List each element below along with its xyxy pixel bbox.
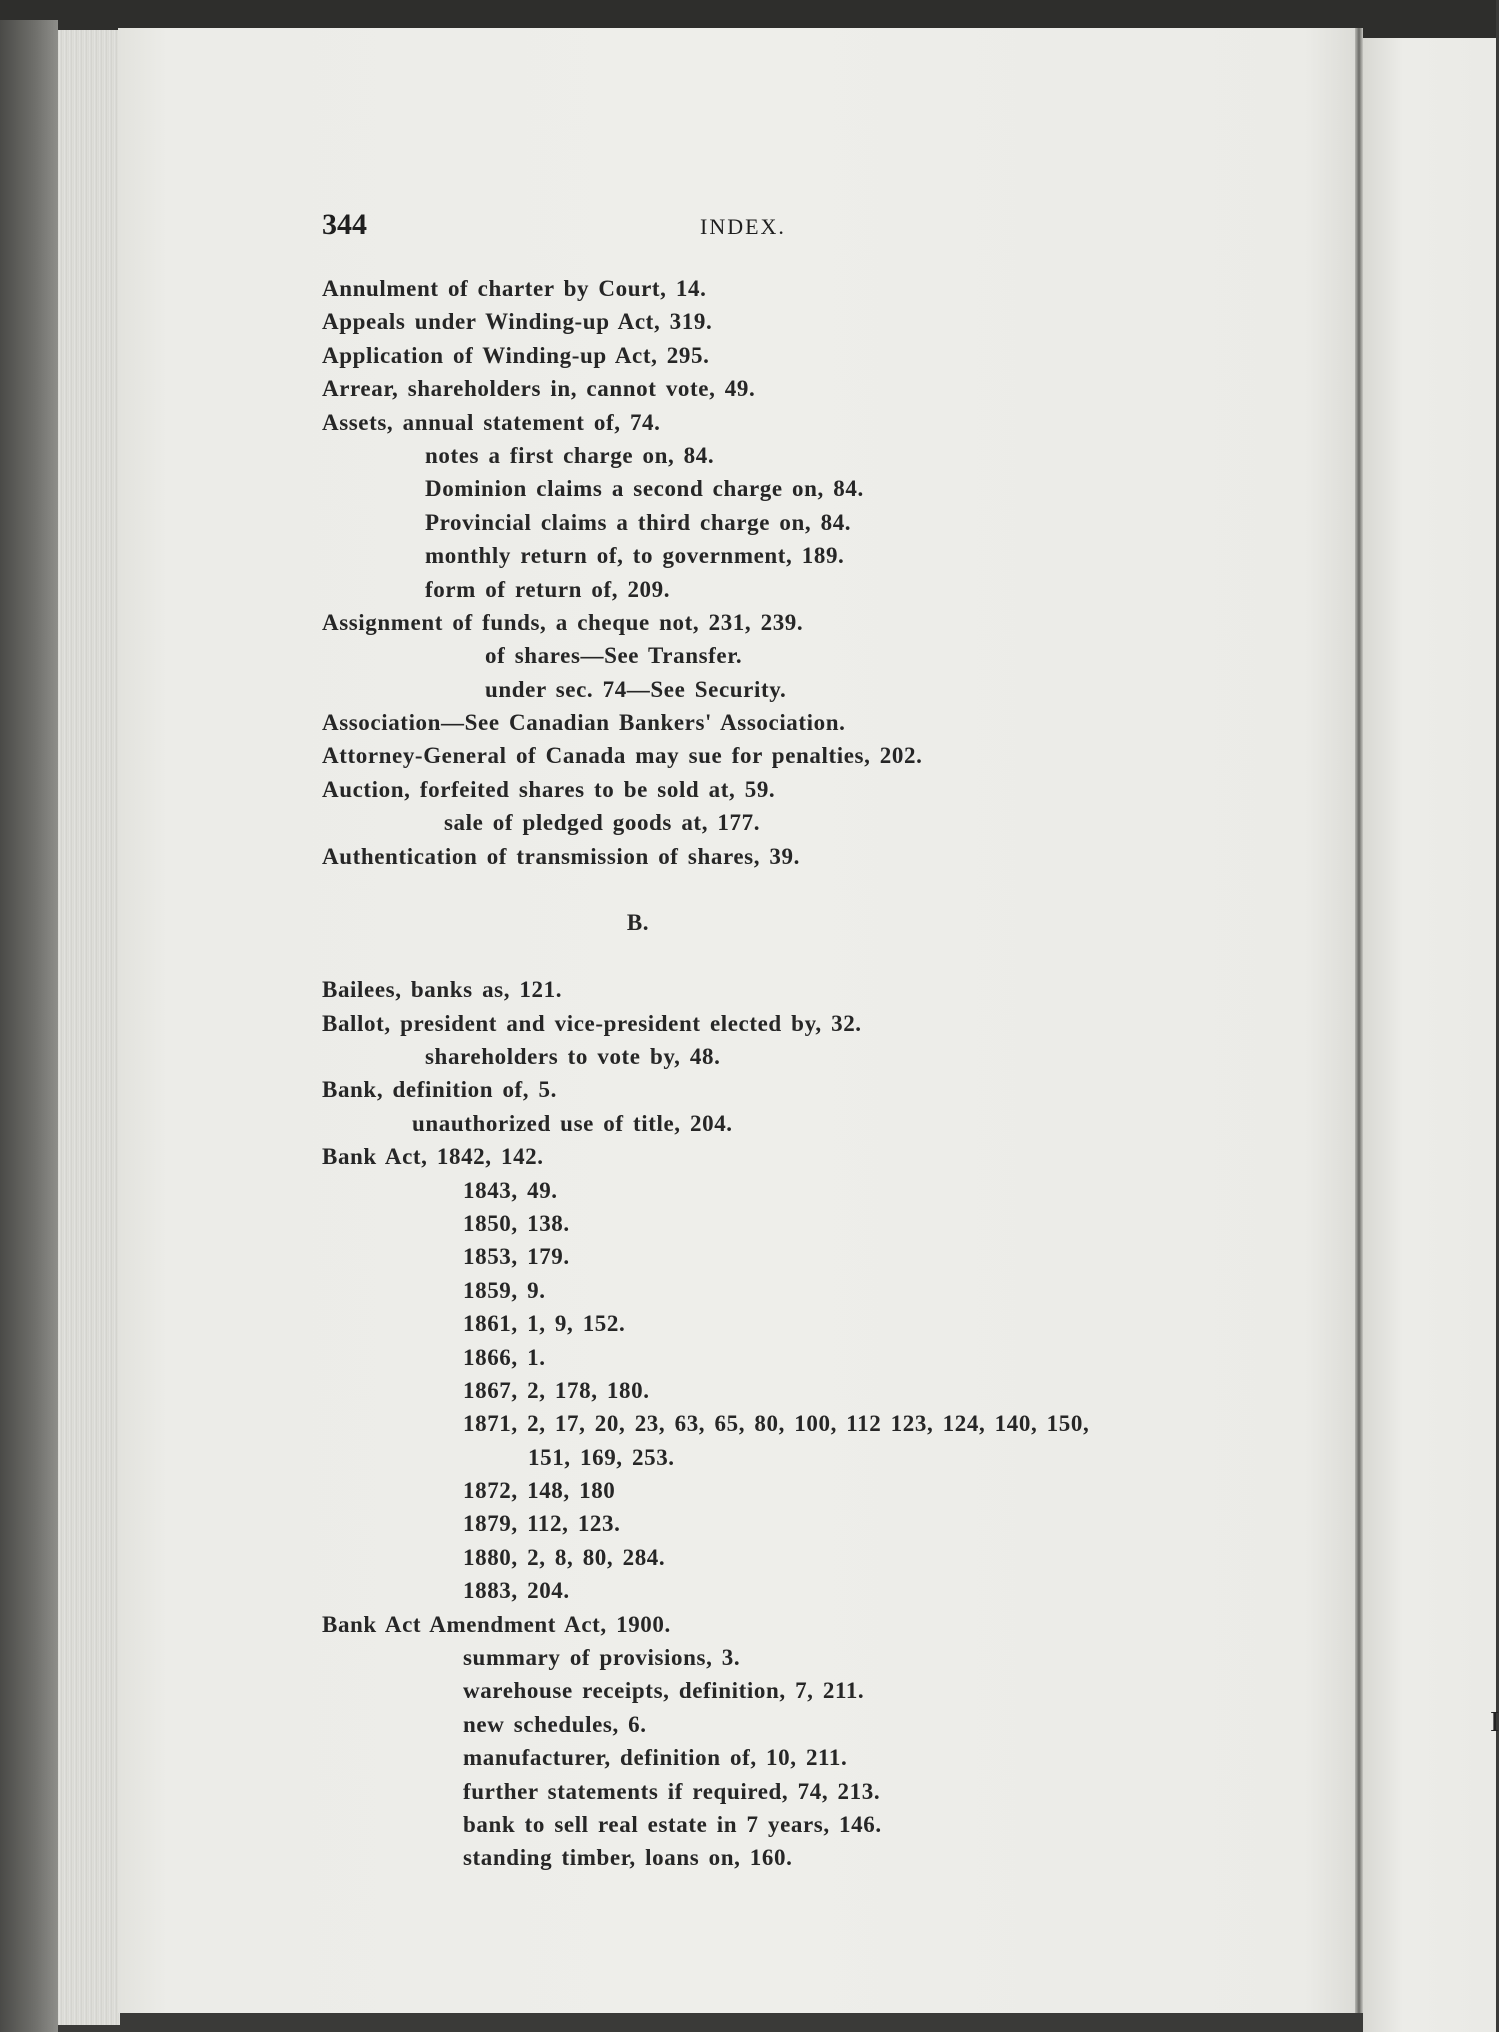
index-entry: shareholders to vote by, 48. bbox=[425, 1043, 721, 1069]
section-heading: B. bbox=[626, 910, 650, 936]
index-entry: 1867, 2, 178, 180. bbox=[463, 1377, 650, 1403]
index-entry: 1843, 49. bbox=[463, 1177, 558, 1203]
index-entry: Bank, definition of, 5. bbox=[322, 1077, 557, 1103]
page-number: 344 bbox=[322, 208, 367, 241]
index-entry: new schedules, 6. bbox=[463, 1711, 647, 1737]
index-entry: of shares—See Transfer. bbox=[485, 643, 743, 669]
book-gutter bbox=[1355, 28, 1363, 2013]
index-entry: notes a first charge on, 84. bbox=[425, 442, 715, 468]
index-entry: Bailees, banks as, 121. bbox=[322, 977, 563, 1003]
index-entry: manufacturer, definition of, 10, 211. bbox=[463, 1745, 848, 1771]
index-entry: Arrear, shareholders in, cannot vote, 49. bbox=[322, 376, 756, 402]
index-entry: 151, 169, 253. bbox=[528, 1444, 675, 1470]
index-entry: further statements if required, 74, 213. bbox=[463, 1778, 881, 1804]
index-entry: 1859, 9. bbox=[463, 1277, 546, 1303]
index-entry: form of return of, 209. bbox=[425, 576, 671, 602]
facing-page-edge-char: I bbox=[1490, 1707, 1499, 1738]
index-entry: sale of pledged goods at, 177. bbox=[444, 810, 761, 836]
index-entry: 1872, 148, 180 bbox=[463, 1478, 616, 1504]
page-stack-edges bbox=[58, 30, 120, 2025]
index-entry: Attorney-General of Canada may sue for penalties, 202. bbox=[322, 743, 923, 769]
index-entry: 1883, 204. bbox=[463, 1578, 570, 1604]
index-entries bbox=[322, 272, 1222, 1875]
index-entry: under sec. 74—See Security. bbox=[485, 676, 787, 702]
page-header bbox=[322, 208, 1102, 248]
index-entry: Bank Act, 1842, 142. bbox=[322, 1144, 544, 1170]
index-entry: 1871, 2, 17, 20, 23, 63, 65, 80, 100, 112 123, 124, 140, 150, bbox=[463, 1411, 1090, 1437]
index-entry: Assignment of funds, a cheque not, 231, 239. bbox=[322, 609, 804, 635]
index-entry: Authentication of transmission of shares, 39. bbox=[322, 843, 800, 869]
index-entry: monthly return of, to government, 189. bbox=[425, 543, 845, 569]
index-entry: 1879, 112, 123. bbox=[463, 1511, 621, 1537]
index-entry: Annulment of charter by Court, 14. bbox=[322, 276, 707, 301]
index-entry: unauthorized use of title, 204. bbox=[412, 1110, 733, 1136]
index-entry: Auction, forfeited shares to be sold at, 59. bbox=[322, 776, 776, 802]
index-entry: Appeals under Winding-up Act, 319. bbox=[322, 309, 713, 335]
index-entry: summary of provisions, 3. bbox=[463, 1645, 741, 1671]
facing-page bbox=[1363, 38, 1496, 2032]
index-entry: bank to sell real estate in 7 years, 146. bbox=[463, 1811, 882, 1837]
index-entry: Ballot, president and vice-president elected by, 32. bbox=[322, 1010, 862, 1036]
index-entry: 1850, 138. bbox=[463, 1210, 570, 1236]
index-entry: 1880, 2, 8, 80, 284. bbox=[463, 1544, 666, 1570]
index-entry: Association—See Canadian Bankers' Association. bbox=[322, 710, 846, 736]
book-cover-edge bbox=[0, 20, 58, 2032]
blank-line bbox=[322, 940, 1222, 973]
index-entry: warehouse receipts, definition, 7, 211. bbox=[463, 1678, 865, 1704]
index-entry: Dominion claims a second charge on, 84. bbox=[425, 476, 864, 502]
blank-line bbox=[322, 873, 1222, 906]
index-entry: standing timber, loans on, 160. bbox=[463, 1845, 793, 1871]
index-entry: Provincial claims a third charge on, 84. bbox=[425, 509, 852, 535]
index-entry: 1853, 179. bbox=[463, 1244, 570, 1270]
index-entry: Bank Act Amendment Act, 1900. bbox=[322, 1611, 671, 1637]
index-entry: Application of Winding-up Act, 295. bbox=[322, 342, 710, 368]
index-entry: Assets, annual statement of, 74. bbox=[322, 409, 661, 435]
running-head: INDEX. bbox=[700, 214, 786, 239]
index-entry: 1861, 1, 9, 152. bbox=[463, 1311, 626, 1337]
index-entry: 1866, 1. bbox=[463, 1344, 546, 1370]
